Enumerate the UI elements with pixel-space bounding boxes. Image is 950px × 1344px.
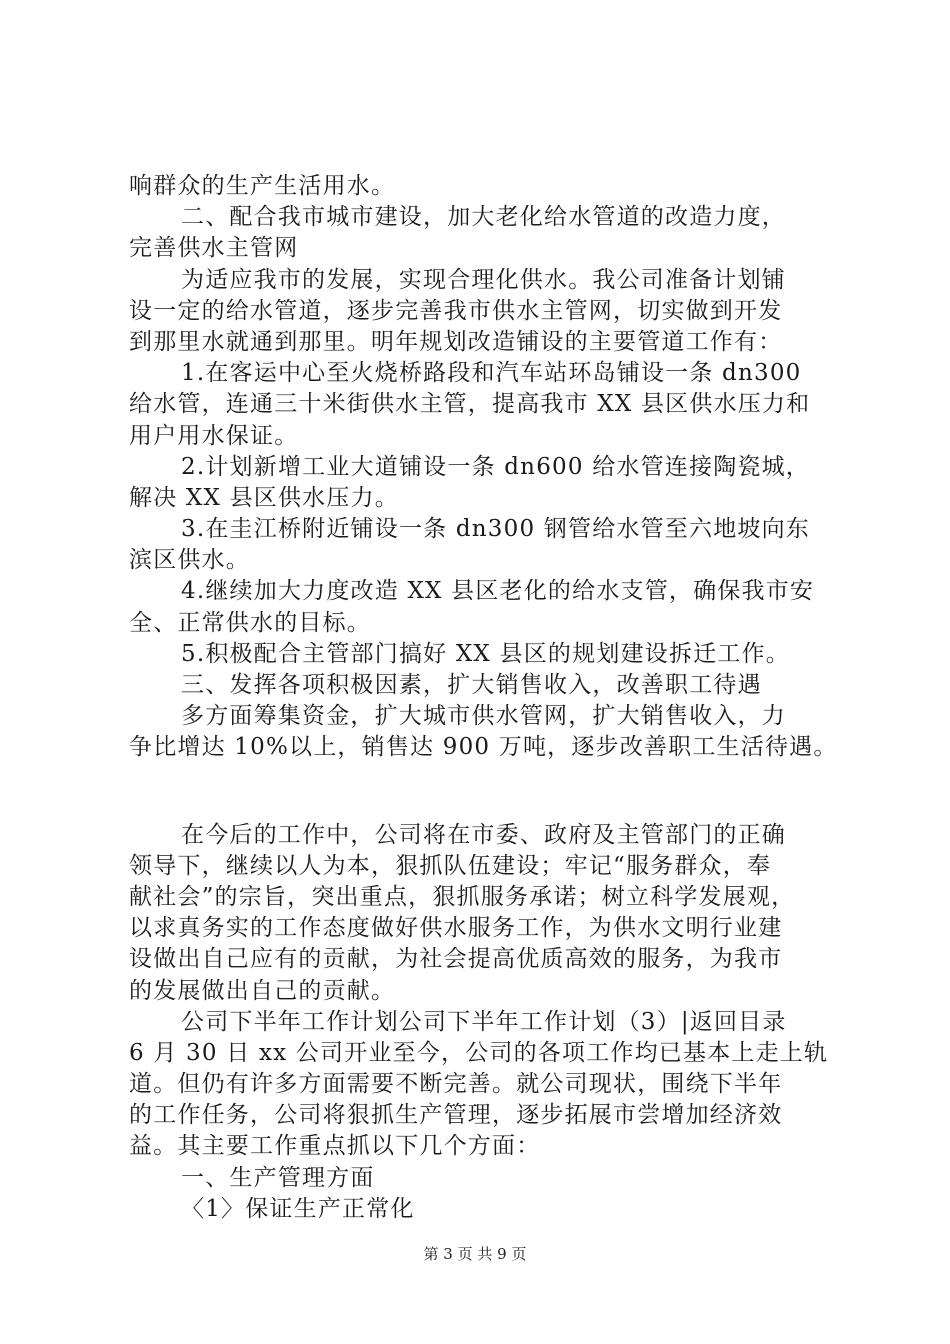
section-heading: 一、生产管理方面 [181, 1164, 375, 1191]
list-item: 5.积极配合主管部门搞好 XX 县区的规划建设拆迁工作。 [181, 640, 790, 667]
text-line: 设一定的给水管道，逐步完善我市供水主管网，切实做到开发 [129, 297, 783, 324]
document-body [129, 171, 841, 1225]
text-line: 为适应我市的发展，实现合理化供水。我公司准备计划铺 [181, 266, 786, 293]
page-indicator: 第 3 页 共 9 页 [423, 1245, 527, 1263]
text-line: 多方面筹集资金，扩大城市供水管网，扩大销售收入，力 [181, 703, 786, 730]
text-line: 献社会”的宗旨，突出重点，狠抓服务承诺；树立科学发展观， [129, 883, 796, 910]
text-line: 争比增达 10%以上，销售达 900 万吨，逐步改善职工生活待遇。 [129, 734, 838, 761]
text-line: 用户用水保证。 [129, 422, 299, 449]
text-line: 的发展做出自己的贡献。 [129, 977, 396, 1004]
sub-heading: 〈1〉保证生产正常化 [181, 1195, 415, 1222]
text-line: 道。但仍有许多方面需要不断完善。就公司现状，围绕下半年 [129, 1071, 783, 1098]
section-heading: 二、配合我市城市建设，加大老化给水管道的改造力度， [181, 204, 786, 231]
text-line: 给水管，连通三十米街供水主管，提高我市 XX 县区供水压力和 [129, 391, 811, 418]
text-line: 响群众的生产生活用水。 [129, 173, 396, 199]
text-line: 6 月 30 日 xx 公司开业至今，公司的各项工作均已基本上走上轨 [129, 1039, 829, 1066]
list-item: 2.计划新增工业大道铺设一条 dn600 给水管连接陶瓷城， [181, 453, 811, 480]
text-line: 设做出自己应有的贡献，为社会提高优质高效的服务，为我市 [129, 946, 783, 973]
text-line: 领导下，继续以人为本，狠抓队伍建设；牢记“服务群众，奉 [129, 852, 772, 879]
text-line: 在今后的工作中，公司将在市委、政府及主管部门的正确 [181, 821, 786, 848]
text-line: 公司下半年工作计划公司下半年工作计划（3）|返回目录 [181, 1008, 787, 1035]
text-line: 以求真务实的工作态度做好供水服务工作，为供水文明行业建 [129, 915, 783, 942]
list-item: 4.继续加大力度改造 XX 县区老化的给水支管，确保我市安 [181, 578, 815, 605]
text-line: 的工作任务，公司将狠抓生产管理，逐步拓展市尝增加经济效 [129, 1102, 783, 1129]
section-heading-continued: 完善供水主管网 [129, 235, 299, 262]
list-item: 3.在圭江桥附近铺设一条 dn300 钢管给水管至六地坡向东 [181, 516, 811, 543]
list-item: 1.在客运中心至火烧桥路段和汽车站环岛铺设一条 dn300 [181, 360, 802, 387]
section-heading: 三、发挥各项积极因素，扩大销售收入，改善职工待遇 [181, 672, 762, 698]
text-line: 全、正常供水的目标。 [129, 609, 371, 636]
text-line: 到那里水就通到那里。明年规划改造铺设的主要管道工作有： [129, 328, 783, 355]
page-footer [0, 1243, 950, 1264]
text-line: 解决 XX 县区供水压力。 [129, 484, 399, 511]
paragraph-gap [129, 764, 841, 820]
text-line: 益。其主要工作重点抓以下几个方面： [129, 1133, 541, 1160]
text-line: 滨区供水。 [129, 547, 250, 574]
